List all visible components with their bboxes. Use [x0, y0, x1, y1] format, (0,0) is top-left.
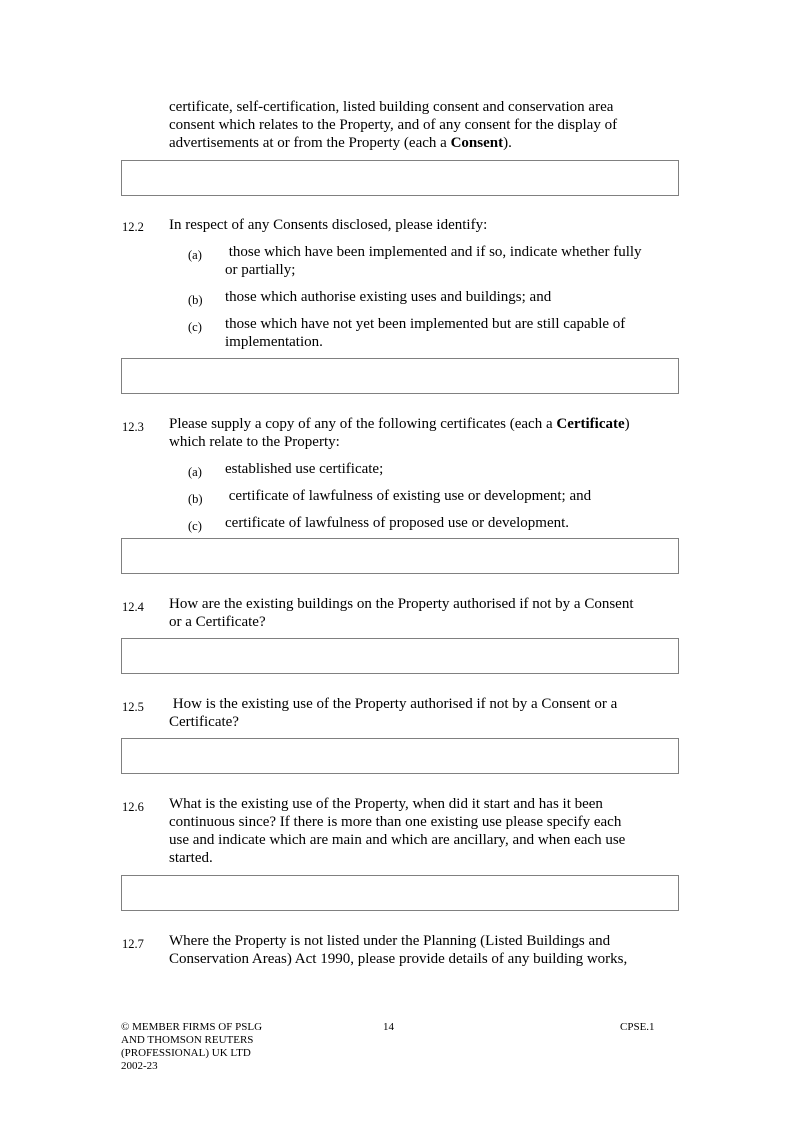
question-text-12-2: In respect of any Consents disclosed, please identify: [169, 217, 488, 233]
answer-box-12-6[interactable] [121, 875, 679, 911]
item-text: those which have not yet been implemented but are still capable of implementation. [225, 316, 626, 350]
item-label: (c) [188, 320, 202, 334]
answer-box-12-3[interactable] [121, 538, 679, 574]
question-text-12-7: Where the Property is not listed under the Planning (Listed Buildings and Conservation Areas) Act 1990, please provide details of any building works, [169, 933, 628, 967]
item-text: established use certificate; [225, 461, 384, 477]
certificate-term: Certificate [556, 416, 625, 432]
item-label: (c) [188, 519, 202, 533]
item-text: certificate of lawfulness of existing use or development; and [225, 488, 592, 504]
question-number-12-4: 12.4 [122, 600, 144, 614]
item-label: (a) [188, 465, 202, 479]
question-number-12-6: 12.6 [122, 800, 144, 814]
answer-box-12-5[interactable] [121, 738, 679, 774]
item-label: (a) [188, 248, 202, 262]
item-label: (b) [188, 293, 203, 307]
item-label: (b) [188, 492, 203, 506]
question-number-12-7: 12.7 [122, 937, 144, 951]
answer-box-12-2[interactable] [121, 358, 679, 394]
question-number-12-2: 12.2 [122, 220, 144, 234]
question-text-12-3: Please supply a copy of any of the following certificates (each a Certificate) which relate to the Property: [169, 416, 630, 450]
consent-term: Consent [450, 135, 504, 151]
question-text-12-5: How is the existing use of the Property authorised if not by a Consent or a Certificate? [169, 696, 618, 730]
item-text: certificate of lawfulness of proposed use or development. [225, 515, 570, 531]
footer-copyright: © MEMBER FIRMS OF PSLG AND THOMSON REUTERS (PROFESSIONAL) UK LTD 2002-23 [121, 1021, 263, 1072]
item-text: those which have been implemented and if so, indicate whether fully or partially; [225, 244, 642, 278]
question-number-12-3: 12.3 [122, 420, 144, 434]
question-text-12-4: How are the existing buildings on the Property authorised if not by a Consent or a Certificate? [169, 596, 634, 630]
item-text: those which authorise existing uses and buildings; and [225, 289, 552, 305]
answer-box-12-1[interactable] [121, 160, 679, 196]
answer-box-12-4[interactable] [121, 638, 679, 674]
intro-paragraph [169, 98, 689, 152]
page-number: 14 [383, 1021, 394, 1033]
intro-line: advertisements at or from the Property (each a Consent). [169, 135, 512, 151]
question-text-12-6: What is the existing use of the Property, when did it start and has it been continuous since? If there is more than one existing use please specify each use and indicate which are main and which are ancillary, and when each use started. [169, 796, 626, 866]
document-code: CPSE.1 [620, 1021, 655, 1033]
intro-line: consent which relates to the Property, and of any consent for the display of [169, 117, 618, 133]
question-number-12-5: 12.5 [122, 700, 144, 714]
intro-line: certificate, self-certification, listed building consent and conservation area [169, 99, 614, 115]
